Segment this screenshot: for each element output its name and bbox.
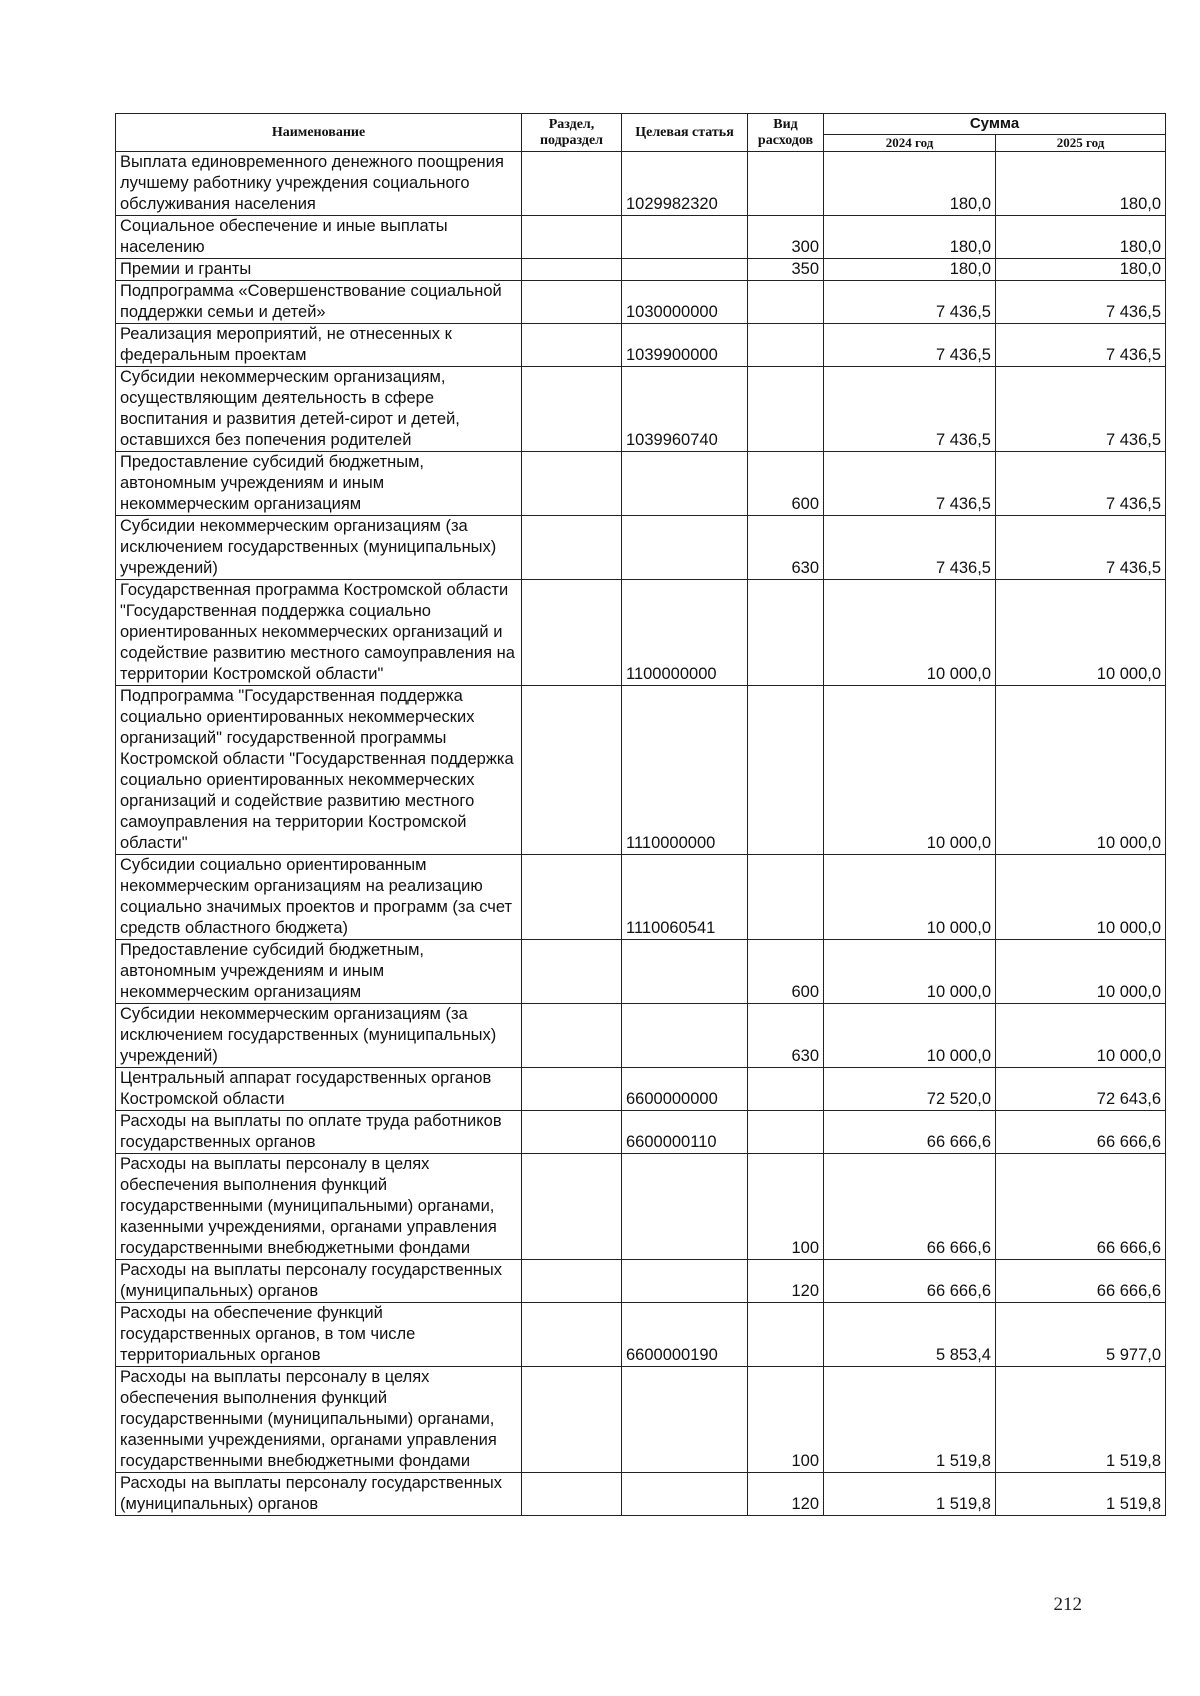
row-name: Государственная программа Костромской области "Государственная поддержка социально ориентированных некоммерческих организаций и содействие развитию местного самоуправления на территории Костромской области" [116,580,522,686]
row-amount-2024: 7 436,5 [824,516,996,580]
row-amount-2024: 1 519,8 [824,1473,996,1516]
row-amount-2025: 10 000,0 [996,940,1166,1004]
row-amount-2025: 66 666,6 [996,1260,1166,1303]
row-target [622,1260,748,1303]
header-kind: Вид расходов [748,114,824,152]
row-name: Расходы на выплаты персоналу государственных (муниципальных) органов [116,1473,522,1516]
row-amount-2024: 1 519,8 [824,1367,996,1473]
page-number: 212 [1053,1594,1082,1615]
row-target: 6600000110 [622,1111,748,1154]
row-section [522,1473,622,1516]
row-amount-2025: 7 436,5 [996,367,1166,452]
row-section [522,686,622,855]
row-target: 1039900000 [622,324,748,367]
header-year-2025: 2025 год [996,135,1166,152]
row-target: 1100000000 [622,580,748,686]
table-row [116,452,1166,516]
row-section [522,1260,622,1303]
table-row [116,216,1166,259]
table-row [116,1068,1166,1111]
row-amount-2025: 72 643,6 [996,1068,1166,1111]
row-amount-2024: 180,0 [824,216,996,259]
row-kind: 120 [748,1260,824,1303]
row-section [522,1154,622,1260]
row-kind [748,281,824,324]
row-amount-2024: 180,0 [824,152,996,216]
row-target [622,259,748,281]
row-section [522,940,622,1004]
row-amount-2024: 72 520,0 [824,1068,996,1111]
row-section [522,855,622,940]
row-amount-2025: 10 000,0 [996,1004,1166,1068]
row-kind: 630 [748,516,824,580]
row-kind: 100 [748,1154,824,1260]
row-target: 1110000000 [622,686,748,855]
row-amount-2025: 7 436,5 [996,281,1166,324]
row-amount-2025: 180,0 [996,216,1166,259]
row-target [622,216,748,259]
row-amount-2025: 66 666,6 [996,1154,1166,1260]
row-name: Реализация мероприятий, не отнесенных к федеральным проектам [116,324,522,367]
row-name: Субсидии некоммерческим организациям (за исключением государственных (муниципальных) учреждений) [116,516,522,580]
row-amount-2025: 1 519,8 [996,1473,1166,1516]
row-target [622,452,748,516]
header-section: Раздел, подраздел [522,114,622,152]
row-name: Премии и гранты [116,259,522,281]
row-amount-2024: 10 000,0 [824,580,996,686]
row-name: Подпрограмма «Совершенствование социальной поддержки семьи и детей» [116,281,522,324]
row-name: Расходы на выплаты персоналу в целях обеспечения выполнения функций государственными (муниципальными) органами, казенными учреждениями, органами управления государственными внебюджетными фондами [116,1154,522,1260]
row-section [522,516,622,580]
row-target: 1029982320 [622,152,748,216]
row-kind: 600 [748,940,824,1004]
row-amount-2024: 7 436,5 [824,452,996,516]
row-name: Центральный аппарат государственных органов Костромской области [116,1068,522,1111]
row-kind: 350 [748,259,824,281]
row-section [522,1004,622,1068]
row-kind: 300 [748,216,824,259]
row-amount-2024: 66 666,6 [824,1260,996,1303]
row-amount-2024: 10 000,0 [824,940,996,1004]
row-amount-2024: 10 000,0 [824,686,996,855]
row-section [522,152,622,216]
row-target [622,1473,748,1516]
row-name: Подпрограмма "Государственная поддержка социально ориентированных некоммерческих организаций" государственной программы Костромской области "Государственная поддержка социально ориентированных некоммерческих организаций и содействие развитию местного самоуправления на территории Костромской области" [116,686,522,855]
row-kind [748,367,824,452]
row-section [522,1111,622,1154]
row-section [522,324,622,367]
row-amount-2024: 10 000,0 [824,855,996,940]
row-kind: 630 [748,1004,824,1068]
table-row [116,1260,1166,1303]
table-header-row [116,114,1166,135]
row-amount-2024: 180,0 [824,259,996,281]
table-row [116,259,1166,281]
row-kind [748,152,824,216]
budget-table [115,113,1166,1516]
row-kind [748,324,824,367]
row-name: Расходы на выплаты по оплате труда работников государственных органов [116,1111,522,1154]
table-row [116,516,1166,580]
row-name: Предоставление субсидий бюджетным, автономным учреждениям и иным некоммерческим организациям [116,452,522,516]
row-amount-2024: 5 853,4 [824,1303,996,1367]
row-amount-2024: 66 666,6 [824,1111,996,1154]
table-row [116,1303,1166,1367]
header-name: Наименование [116,114,522,152]
row-target: 1110060541 [622,855,748,940]
row-amount-2024: 66 666,6 [824,1154,996,1260]
row-target [622,516,748,580]
row-target [622,1004,748,1068]
row-target: 6600000190 [622,1303,748,1367]
row-name: Расходы на выплаты персоналу государственных (муниципальных) органов [116,1260,522,1303]
row-name: Расходы на выплаты персоналу в целях обеспечения выполнения функций государственными (муниципальными) органами, казенными учреждениями, органами управления государственными внебюджетными фондами [116,1367,522,1473]
row-amount-2025: 5 977,0 [996,1303,1166,1367]
table-body [116,152,1166,1516]
table-row [116,580,1166,686]
table-row [116,1473,1166,1516]
table-row [116,324,1166,367]
row-kind: 120 [748,1473,824,1516]
row-target [622,940,748,1004]
row-kind: 100 [748,1367,824,1473]
row-target: 1039960740 [622,367,748,452]
row-amount-2024: 7 436,5 [824,324,996,367]
row-amount-2025: 1 519,8 [996,1367,1166,1473]
row-kind [748,1111,824,1154]
row-kind [748,855,824,940]
row-amount-2025: 180,0 [996,152,1166,216]
row-name: Субсидии некоммерческим организациям (за исключением государственных (муниципальных) учреждений) [116,1004,522,1068]
row-amount-2024: 7 436,5 [824,281,996,324]
row-target: 1030000000 [622,281,748,324]
row-name: Социальное обеспечение и иные выплаты населению [116,216,522,259]
table-row [116,940,1166,1004]
table-row [116,367,1166,452]
row-amount-2025: 10 000,0 [996,686,1166,855]
row-target: 6600000000 [622,1068,748,1111]
row-section [522,452,622,516]
row-kind [748,580,824,686]
row-kind [748,1068,824,1111]
table-row [116,1154,1166,1260]
row-name: Выплата единовременного денежного поощрения лучшему работнику учреждения социального обслуживания населения [116,152,522,216]
row-amount-2024: 10 000,0 [824,1004,996,1068]
table-row [116,686,1166,855]
row-target [622,1367,748,1473]
row-name: Субсидии некоммерческим организациям, осуществляющим деятельность в сфере воспитания и развития детей-сирот и детей, оставшихся без попечения родителей [116,367,522,452]
row-amount-2025: 180,0 [996,259,1166,281]
row-section [522,259,622,281]
row-kind: 600 [748,452,824,516]
row-target [622,1154,748,1260]
row-section [522,367,622,452]
row-name: Субсидии социально ориентированным некоммерческим организациям на реализацию социально значимых проектов и программ (за счет средств областного бюджета) [116,855,522,940]
row-name: Предоставление субсидий бюджетным, автономным учреждениям и иным некоммерческим организациям [116,940,522,1004]
row-section [522,580,622,686]
header-year-2024: 2024 год [824,135,996,152]
table-row [116,152,1166,216]
header-target: Целевая статья [622,114,748,152]
row-section [522,1303,622,1367]
row-amount-2025: 10 000,0 [996,855,1166,940]
row-section [522,1068,622,1111]
row-section [522,216,622,259]
row-amount-2025: 7 436,5 [996,324,1166,367]
table-row [116,1111,1166,1154]
row-amount-2025: 7 436,5 [996,452,1166,516]
row-kind [748,686,824,855]
row-name: Расходы на обеспечение функций государственных органов, в том числе территориальных органов [116,1303,522,1367]
row-section [522,1367,622,1473]
row-amount-2025: 10 000,0 [996,580,1166,686]
row-amount-2025: 7 436,5 [996,516,1166,580]
table-row [116,1004,1166,1068]
table-row [116,1367,1166,1473]
row-amount-2024: 7 436,5 [824,367,996,452]
header-sum: Сумма [824,114,1166,135]
table-row [116,855,1166,940]
row-section [522,281,622,324]
row-amount-2025: 66 666,6 [996,1111,1166,1154]
row-kind [748,1303,824,1367]
table-row [116,281,1166,324]
